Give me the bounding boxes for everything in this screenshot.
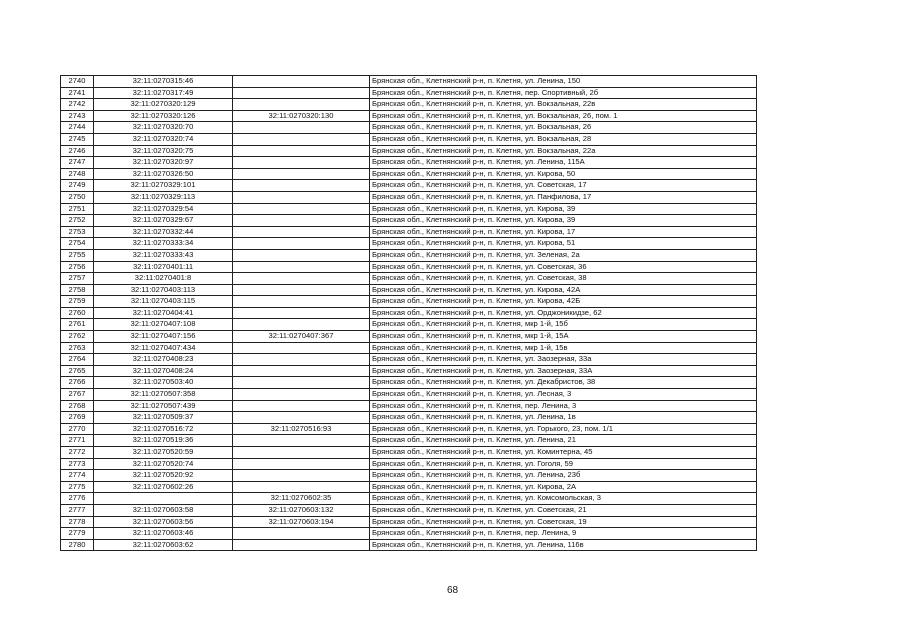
row-number-cell: 2762 [61, 331, 94, 343]
related-cadastral-number-cell [233, 180, 370, 192]
address-cell: Брянская обл., Клетнянский р-н, п. Клетня, мкр 1-й, 15б [370, 319, 757, 331]
cadastral-number-cell: 32:11:0270603:46 [94, 528, 233, 540]
related-cadastral-number-cell [233, 191, 370, 203]
table-row [61, 342, 757, 354]
row-number-cell: 2752 [61, 215, 94, 227]
address-cell: Брянская обл., Клетнянский р-н, п. Клетня, ул. Вокзальная, 26, пом. 1 [370, 110, 757, 122]
related-cadastral-number-cell [233, 539, 370, 551]
address-cell: Брянская обл., Клетнянский р-н, п. Клетня, мкр 1-й, 15А [370, 331, 757, 343]
table-row [61, 539, 757, 551]
row-number-cell: 2753 [61, 226, 94, 238]
table-row [61, 481, 757, 493]
row-number-cell: 2760 [61, 307, 94, 319]
address-cell: Брянская обл., Клетнянский р-н, п. Клетня, ул. Заозерная, 33А [370, 365, 757, 377]
row-number-cell: 2769 [61, 412, 94, 424]
table-row [61, 284, 757, 296]
row-number-cell: 2750 [61, 191, 94, 203]
related-cadastral-number-cell [233, 284, 370, 296]
table-row [61, 354, 757, 366]
table-row [61, 296, 757, 308]
table-row [61, 435, 757, 447]
table-row [61, 110, 757, 122]
cadastral-number-cell: 32:11:0270329:101 [94, 180, 233, 192]
address-cell: Брянская обл., Клетнянский р-н, п. Клетня, ул. Ленина, 115А [370, 157, 757, 169]
related-cadastral-number-cell [233, 133, 370, 145]
related-cadastral-number-cell [233, 203, 370, 215]
related-cadastral-number-cell [233, 273, 370, 285]
cadastral-number-cell: 32:11:0270408:24 [94, 365, 233, 377]
table-row [61, 412, 757, 424]
row-number-cell: 2779 [61, 528, 94, 540]
cadastral-number-cell: 32:11:0270407:108 [94, 319, 233, 331]
row-number-cell: 2740 [61, 76, 94, 88]
row-number-cell: 2744 [61, 122, 94, 134]
address-cell: Брянская обл., Клетнянский р-н, п. Клетня, ул. Вокзальная, 22а [370, 145, 757, 157]
table-row [61, 331, 757, 343]
address-cell: Брянская обл., Клетнянский р-н, п. Клетня, ул. Кирова, 42А [370, 284, 757, 296]
related-cadastral-number-cell [233, 435, 370, 447]
cadastral-number-cell: 32:11:0270333:34 [94, 238, 233, 250]
table-row [61, 423, 757, 435]
cadastral-number-cell: 32:11:0270320:75 [94, 145, 233, 157]
related-cadastral-number-cell [233, 319, 370, 331]
cadastral-number-cell: 32:11:0270401:8 [94, 273, 233, 285]
row-number-cell: 2761 [61, 319, 94, 331]
address-cell: Брянская обл., Клетнянский р-н, п. Клетня, ул. Комсомольская, 3 [370, 493, 757, 505]
cadastral-number-cell: 32:11:0270404:41 [94, 307, 233, 319]
cadastral-number-cell: 32:11:0270401:11 [94, 261, 233, 273]
cadastral-number-cell: 32:11:0270407:434 [94, 342, 233, 354]
table-row [61, 400, 757, 412]
address-cell: Брянская обл., Клетнянский р-н, п. Клетня, ул. Советская, 38 [370, 273, 757, 285]
address-cell: Брянская обл., Клетнянский р-н, п. Клетня, мкр 1-й, 15в [370, 342, 757, 354]
cadastral-number-cell: 32:11:0270407:156 [94, 331, 233, 343]
address-cell: Брянская обл., Клетнянский р-н, п. Клетня, ул. Кирова, 17 [370, 226, 757, 238]
row-number-cell: 2757 [61, 273, 94, 285]
cadastral-number-cell: 32:11:0270507:358 [94, 389, 233, 401]
cadastral-number-cell: 32:11:0270329:54 [94, 203, 233, 215]
cadastral-number-cell: 32:11:0270320:97 [94, 157, 233, 169]
table-row [61, 157, 757, 169]
related-cadastral-number-cell [233, 365, 370, 377]
address-cell: Брянская обл., Клетнянский р-н, п. Клетня, ул. Кирова, 51 [370, 238, 757, 250]
address-cell: Брянская обл., Клетнянский р-н, п. Клетня, ул. Советская, 21 [370, 504, 757, 516]
row-number-cell: 2774 [61, 470, 94, 482]
table-row [61, 493, 757, 505]
row-number-cell: 2746 [61, 145, 94, 157]
row-number-cell: 2771 [61, 435, 94, 447]
cadastral-number-cell: 32:11:0270315:46 [94, 76, 233, 88]
related-cadastral-number-cell [233, 481, 370, 493]
row-number-cell: 2748 [61, 168, 94, 180]
property-registry-table [60, 75, 757, 551]
row-number-cell: 2775 [61, 481, 94, 493]
table-row [61, 191, 757, 203]
related-cadastral-number-cell [233, 307, 370, 319]
cadastral-number-cell: 32:11:0270516:72 [94, 423, 233, 435]
address-cell: Брянская обл., Клетнянский р-н, п. Клетня, ул. Кирова, 39 [370, 215, 757, 227]
address-cell: Брянская обл., Клетнянский р-н, п. Клетня, ул. Зеленая, 2а [370, 249, 757, 261]
related-cadastral-number-cell [233, 157, 370, 169]
table-row [61, 377, 757, 389]
row-number-cell: 2741 [61, 87, 94, 99]
cadastral-number-cell [94, 493, 233, 505]
cadastral-number-cell: 32:11:0270408:23 [94, 354, 233, 366]
row-number-cell: 2747 [61, 157, 94, 169]
related-cadastral-number-cell [233, 296, 370, 308]
related-cadastral-number-cell [233, 168, 370, 180]
address-cell: Брянская обл., Клетнянский р-н, п. Клетня, ул. Лесная, 3 [370, 389, 757, 401]
table-row [61, 249, 757, 261]
cadastral-number-cell: 32:11:0270520:92 [94, 470, 233, 482]
cadastral-number-cell: 32:11:0270509:37 [94, 412, 233, 424]
related-cadastral-number-cell [233, 354, 370, 366]
related-cadastral-number-cell: 32:11:0270516:93 [233, 423, 370, 435]
row-number-cell: 2765 [61, 365, 94, 377]
table-row [61, 133, 757, 145]
row-number-cell: 2770 [61, 423, 94, 435]
related-cadastral-number-cell: 32:11:0270603:194 [233, 516, 370, 528]
cadastral-number-cell: 32:11:0270329:67 [94, 215, 233, 227]
table-row [61, 203, 757, 215]
cadastral-number-cell: 32:11:0270329:113 [94, 191, 233, 203]
table-row [61, 76, 757, 88]
page-number: 68 [446, 585, 459, 596]
related-cadastral-number-cell [233, 226, 370, 238]
row-number-cell: 2780 [61, 539, 94, 551]
cadastral-number-cell: 32:11:0270403:115 [94, 296, 233, 308]
address-cell: Брянская обл., Клетнянский р-н, п. Клетня, ул. Кирова, 42Б [370, 296, 757, 308]
table-row [61, 470, 757, 482]
row-number-cell: 2772 [61, 447, 94, 459]
address-cell: Брянская обл., Клетнянский р-н, п. Клетня, ул. Ленина, 116в [370, 539, 757, 551]
table-row [61, 215, 757, 227]
related-cadastral-number-cell [233, 99, 370, 111]
table-row [61, 365, 757, 377]
address-cell: Брянская обл., Клетнянский р-н, п. Клетня, ул. Советская, 17 [370, 180, 757, 192]
related-cadastral-number-cell [233, 261, 370, 273]
table-row [61, 145, 757, 157]
table-row [61, 99, 757, 111]
address-cell: Брянская обл., Клетнянский р-н, п. Клетня, ул. Декабристов, 38 [370, 377, 757, 389]
row-number-cell: 2754 [61, 238, 94, 250]
cadastral-number-cell: 32:11:0270320:70 [94, 122, 233, 134]
table-row [61, 319, 757, 331]
related-cadastral-number-cell [233, 122, 370, 134]
related-cadastral-number-cell [233, 458, 370, 470]
address-cell: Брянская обл., Клетнянский р-н, п. Клетня, ул. Панфилова, 17 [370, 191, 757, 203]
address-cell: Брянская обл., Клетнянский р-н, п. Клетня, ул. Ленина, 150 [370, 76, 757, 88]
cadastral-number-cell: 32:11:0270403:113 [94, 284, 233, 296]
related-cadastral-number-cell [233, 215, 370, 227]
related-cadastral-number-cell: 32:11:0270407:367 [233, 331, 370, 343]
row-number-cell: 2766 [61, 377, 94, 389]
address-cell: Брянская обл., Клетнянский р-н, п. Клетня, ул. Кирова, 39 [370, 203, 757, 215]
related-cadastral-number-cell [233, 400, 370, 412]
related-cadastral-number-cell: 32:11:0270602:35 [233, 493, 370, 505]
address-cell: Брянская обл., Клетнянский р-н, п. Клетня, ул. Коминтерна, 45 [370, 447, 757, 459]
row-number-cell: 2759 [61, 296, 94, 308]
address-cell: Брянская обл., Клетнянский р-н, п. Клетня, ул. Вокзальная, 22в [370, 99, 757, 111]
cadastral-number-cell: 32:11:0270326:50 [94, 168, 233, 180]
row-number-cell: 2749 [61, 180, 94, 192]
address-cell: Брянская обл., Клетнянский р-н, п. Клетня, ул. Орджоникидзе, 62 [370, 307, 757, 319]
address-cell: Брянская обл., Клетнянский р-н, п. Клетня, ул. Ленина, 23б [370, 470, 757, 482]
address-cell: Брянская обл., Клетнянский р-н, п. Клетня, пер. Спортивный, 2б [370, 87, 757, 99]
related-cadastral-number-cell [233, 389, 370, 401]
address-cell: Брянская обл., Клетнянский р-н, п. Клетня, ул. Заозерная, 33а [370, 354, 757, 366]
table-row [61, 261, 757, 273]
row-number-cell: 2767 [61, 389, 94, 401]
address-cell: Брянская обл., Клетнянский р-н, п. Клетня, ул. Кирова, 2А [370, 481, 757, 493]
row-number-cell: 2751 [61, 203, 94, 215]
table-row [61, 447, 757, 459]
related-cadastral-number-cell [233, 447, 370, 459]
cadastral-number-cell: 32:11:0270320:129 [94, 99, 233, 111]
related-cadastral-number-cell: 32:11:0270320:130 [233, 110, 370, 122]
row-number-cell: 2755 [61, 249, 94, 261]
related-cadastral-number-cell [233, 470, 370, 482]
address-cell: Брянская обл., Клетнянский р-н, п. Клетня, ул. Горького, 23, пом. 1/1 [370, 423, 757, 435]
row-number-cell: 2764 [61, 354, 94, 366]
table-row [61, 504, 757, 516]
row-number-cell: 2776 [61, 493, 94, 505]
related-cadastral-number-cell [233, 145, 370, 157]
cadastral-number-cell: 32:11:0270320:126 [94, 110, 233, 122]
cadastral-number-cell: 32:11:0270520:59 [94, 447, 233, 459]
address-cell: Брянская обл., Клетнянский р-н, п. Клетня, ул. Кирова, 50 [370, 168, 757, 180]
address-cell: Брянская обл., Клетнянский р-н, п. Клетня, ул. Ленина, 1в [370, 412, 757, 424]
table-row [61, 273, 757, 285]
row-number-cell: 2745 [61, 133, 94, 145]
address-cell: Брянская обл., Клетнянский р-н, п. Клетня, ул. Вокзальная, 26 [370, 122, 757, 134]
row-number-cell: 2768 [61, 400, 94, 412]
related-cadastral-number-cell [233, 377, 370, 389]
related-cadastral-number-cell [233, 342, 370, 354]
table-row [61, 528, 757, 540]
row-number-cell: 2756 [61, 261, 94, 273]
cadastral-number-cell: 32:11:0270332:44 [94, 226, 233, 238]
related-cadastral-number-cell [233, 412, 370, 424]
address-cell: Брянская обл., Клетнянский р-н, п. Клетня, ул. Вокзальная, 28 [370, 133, 757, 145]
row-number-cell: 2763 [61, 342, 94, 354]
table-row [61, 87, 757, 99]
cadastral-number-cell: 32:11:0270520:74 [94, 458, 233, 470]
address-cell: Брянская обл., Клетнянский р-н, п. Клетня, ул. Ленина, 21 [370, 435, 757, 447]
related-cadastral-number-cell [233, 528, 370, 540]
cadastral-number-cell: 32:11:0270503:40 [94, 377, 233, 389]
table-row [61, 168, 757, 180]
cadastral-number-cell: 32:11:0270603:56 [94, 516, 233, 528]
row-number-cell: 2758 [61, 284, 94, 296]
row-number-cell: 2778 [61, 516, 94, 528]
cadastral-number-cell: 32:11:0270602:26 [94, 481, 233, 493]
cadastral-number-cell: 32:11:0270320:74 [94, 133, 233, 145]
cadastral-number-cell: 32:11:0270317:49 [94, 87, 233, 99]
cadastral-number-cell: 32:11:0270333:43 [94, 249, 233, 261]
related-cadastral-number-cell: 32:11:0270603:132 [233, 504, 370, 516]
related-cadastral-number-cell [233, 87, 370, 99]
table-row [61, 238, 757, 250]
registry-table-body [61, 76, 757, 551]
address-cell: Брянская обл., Клетнянский р-н, п. Клетня, ул. Гоголя, 59 [370, 458, 757, 470]
related-cadastral-number-cell [233, 249, 370, 261]
row-number-cell: 2743 [61, 110, 94, 122]
table-row [61, 458, 757, 470]
table-row [61, 226, 757, 238]
related-cadastral-number-cell [233, 76, 370, 88]
cadastral-number-cell: 32:11:0270519:36 [94, 435, 233, 447]
cadastral-number-cell: 32:11:0270603:58 [94, 504, 233, 516]
table-row [61, 122, 757, 134]
table-row [61, 307, 757, 319]
cadastral-number-cell: 32:11:0270603:62 [94, 539, 233, 551]
address-cell: Брянская обл., Клетнянский р-н, п. Клетня, ул. Советская, 19 [370, 516, 757, 528]
related-cadastral-number-cell [233, 238, 370, 250]
table-row [61, 389, 757, 401]
row-number-cell: 2773 [61, 458, 94, 470]
row-number-cell: 2777 [61, 504, 94, 516]
table-row [61, 516, 757, 528]
address-cell: Брянская обл., Клетнянский р-н, п. Клетня, ул. Советская, 36 [370, 261, 757, 273]
address-cell: Брянская обл., Клетнянский р-н, п. Клетня, пер. Ленина, 9 [370, 528, 757, 540]
row-number-cell: 2742 [61, 99, 94, 111]
table-row [61, 180, 757, 192]
address-cell: Брянская обл., Клетнянский р-н, п. Клетня, пер. Ленина, 3 [370, 400, 757, 412]
cadastral-number-cell: 32:11:0270507:439 [94, 400, 233, 412]
